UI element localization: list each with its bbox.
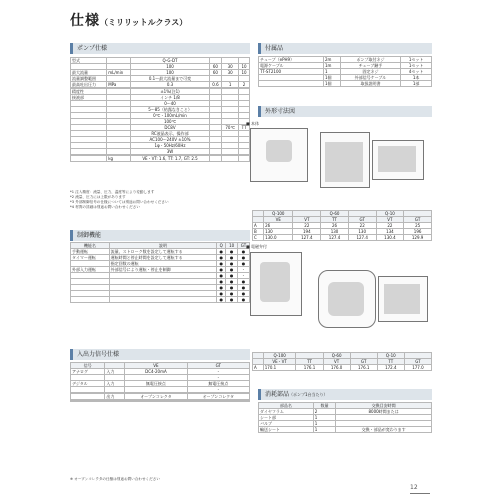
pump-cell: 60: [209, 64, 222, 70]
dim-b-cell: 176.1: [350, 365, 377, 371]
dim-a-cell: 130.4: [376, 235, 404, 241]
dim-b-head-cell: VT: [323, 359, 350, 365]
cons-cell: 1: [313, 421, 335, 427]
dim-b-head-cell: GT: [350, 359, 377, 365]
pump-cell: 1: [222, 82, 239, 88]
io-cell: -: [187, 387, 249, 393]
control-cell: ●: [226, 285, 238, 291]
acc-cell: チューブ（ePH9）: [259, 57, 324, 63]
pump-spec-heading: ポンプ仕様: [70, 43, 250, 54]
acc-cell: 1部: [401, 81, 432, 87]
control-cell: ●: [217, 249, 226, 255]
acc-cell: 1セット: [401, 57, 432, 63]
control-cell: ●: [237, 249, 249, 255]
pump-cell: mL/min: [107, 70, 131, 76]
cons-head-cell: 数量: [313, 403, 335, 409]
dim-b-row: [253, 365, 432, 371]
acc-cell: 1セット: [401, 63, 432, 69]
dim-a-head-cell: Q-60: [321, 211, 349, 217]
cons-cell: 8000時間または: [336, 409, 432, 415]
pump-cell: 100℃: [131, 119, 209, 125]
pump-note: *2 流量、圧力には上限があります: [70, 195, 126, 199]
dim-a-cell: 129.9: [404, 235, 432, 241]
control-cell: ●: [217, 291, 226, 297]
pump-cell: 0℃・100mL/min: [131, 113, 209, 119]
control-cell: 流量、ストローク数を設定して運転する: [109, 249, 216, 255]
pump-cell: 100: [131, 64, 209, 70]
valve-side-body: [328, 282, 364, 316]
io-cell: 無電圧接点: [187, 381, 249, 387]
cons-cell: シート部: [259, 415, 314, 421]
dim-b-head-cell: Q-100: [263, 353, 296, 359]
dim-a-head-cell: Q-10: [376, 211, 404, 217]
pump-spec-table: [70, 57, 250, 162]
acc-cell: 1: [323, 69, 340, 75]
consumables-heading-text: 消耗部品: [265, 391, 290, 398]
acc-cell: 取扱説明書: [340, 81, 401, 87]
dim-a-cell: 22: [348, 223, 376, 229]
dim-a-head-cell: GT: [404, 217, 432, 223]
cons-cell: 輸送シート: [259, 427, 314, 433]
control-cell: ●: [217, 285, 226, 291]
dims-label-b: ■ 電磁弁付: [246, 244, 268, 249]
pump-cell: RC液晶表示、操作部: [131, 131, 209, 137]
valve-rear-body: [384, 284, 420, 314]
dim-a-cell: 194: [293, 229, 321, 235]
pump-note: *3 外部制御信号の仕様については別途お問い合わせください: [70, 200, 169, 204]
cons-cell: 交換・部品が変わります: [336, 427, 432, 433]
cons-head-cell: 交換目安時間: [336, 403, 432, 409]
acc-cell: 1m: [323, 63, 340, 69]
accessories-heading: 付属品: [258, 43, 432, 54]
io-table: [70, 362, 250, 402]
acc-cell: 固定ネジ: [340, 69, 401, 75]
pump-cell: ±1%(注1): [131, 89, 209, 95]
pump-cell: MPa: [107, 82, 131, 88]
control-cell: タイマー運転: [71, 255, 110, 261]
cons-cell: バルブ: [259, 421, 314, 427]
dim-a-head-cell: VT: [293, 217, 321, 223]
dim-a-head-cell: Q-100: [264, 211, 293, 217]
pump-cell: AC100～240V ±10%: [131, 137, 209, 143]
cons-cell: 1: [313, 415, 335, 421]
control-cell: ●: [226, 291, 238, 297]
dim-a-cell: 134: [376, 229, 404, 235]
acc-cell: 1個: [323, 75, 340, 81]
cons-row: [259, 427, 432, 433]
control-cell: ●: [217, 279, 226, 285]
acc-row: [259, 81, 432, 87]
control-cell: 外部信号により運転・停止を制御: [109, 267, 216, 273]
dim-a-cell: 130: [321, 229, 349, 235]
control-heading: 制御機能: [70, 230, 250, 241]
dim-a-cell: 25: [404, 223, 432, 229]
acc-cell: 4セット: [401, 69, 432, 75]
acc-cell: 1本: [401, 75, 432, 81]
acc-cell: [259, 81, 324, 87]
io-cell: オープンコレクタ: [125, 394, 187, 400]
io-cell: 出力: [105, 394, 125, 400]
io-cell: デジタル: [71, 381, 105, 387]
pump-cell: 30: [222, 70, 239, 76]
dim-a-head-cell: VT: [376, 217, 404, 223]
io-head-cell: VE: [125, 363, 187, 369]
control-head-cell: Q: [217, 243, 226, 249]
accessories-table: [258, 56, 432, 87]
control-cell: ●: [237, 255, 249, 261]
pump-cell: DC8V: [131, 125, 209, 131]
control-head-cell: GT: [237, 243, 249, 249]
pump-cell: [209, 156, 222, 162]
cons-cell: 1: [313, 427, 335, 433]
dim-a-cell: 196: [404, 229, 432, 235]
dim-b-cell: 170.1: [263, 365, 296, 371]
control-cell: -: [237, 267, 249, 273]
dim-a-cell: 26: [264, 223, 293, 229]
control-cell: ●: [237, 261, 249, 267]
control-head-cell: 10: [226, 243, 238, 249]
control-cell: ●: [226, 249, 238, 255]
control-cell: ●: [217, 267, 226, 273]
pump-row: [71, 156, 250, 162]
dim-a-cell: B: [253, 229, 264, 235]
pump-cell: [71, 156, 107, 162]
control-cell: ●: [237, 279, 249, 285]
cons-cell: ダイヤフラム: [259, 409, 314, 415]
pump-cell: 3W: [131, 149, 209, 155]
pump-cell: 精度性: [71, 89, 107, 95]
dim-a-cell: 127.4: [348, 235, 376, 241]
acc-cell: 電源ケーブル: [259, 63, 324, 69]
control-cell: ●: [226, 279, 238, 285]
control-cell: ●: [226, 273, 238, 279]
control-cell: ●: [226, 267, 238, 273]
acc-cell: チューブ継手: [340, 63, 401, 69]
pump-notes: [70, 190, 250, 210]
control-cell: ●: [217, 255, 226, 261]
io-cell: [105, 401, 125, 402]
pump-cell: [239, 156, 250, 162]
page-number-rule: [410, 493, 430, 494]
control-cell: [71, 297, 110, 303]
pump-cell: 2: [239, 82, 250, 88]
io-head-cell: GT: [187, 363, 249, 369]
dim-a-head-cell: GT: [348, 217, 376, 223]
pump-cell: 10: [239, 64, 250, 70]
pump-cell: 30: [222, 64, 239, 70]
acc-cell: 1個: [323, 81, 340, 87]
io-cell: アナログ: [71, 369, 105, 375]
io-cell: 無電圧接点: [125, 381, 187, 387]
io-cell: [71, 401, 105, 402]
title-sub: （ミリリットルクラス）: [100, 18, 188, 27]
pump-rear-body: [378, 146, 416, 172]
control-cell: ●: [237, 297, 249, 303]
io-cell: [125, 401, 187, 402]
dim-a-cell: 130: [348, 229, 376, 235]
io-cell: オープンコレクタ: [187, 394, 249, 400]
pump-cell: Q-G-DT: [131, 58, 209, 64]
control-cell: 外部入力運転: [71, 267, 110, 273]
valve-front-body: [260, 262, 290, 302]
control-cell: 運転時間と停止時間を設定して運転する: [109, 255, 216, 261]
io-note: ※ オープンコレクタの仕様は別途お問い合わせください: [70, 477, 160, 481]
dim-a-cell: C: [253, 235, 264, 241]
pump-cell: 1φ・50Hz/60Hz: [131, 143, 209, 149]
io-cell: 入力: [105, 381, 125, 387]
dim-a-cell: 127.4: [293, 235, 321, 241]
io-cell: -: [187, 375, 249, 381]
pump-cell: 型式: [71, 58, 107, 64]
dim-a-cell: 127.4: [321, 235, 349, 241]
acc-cell: ポンプ取付ネジ: [340, 57, 401, 63]
control-table: [70, 242, 250, 303]
pump-cell: 10: [239, 70, 250, 76]
control-cell: -: [237, 273, 249, 279]
dims-heading: 外形寸法図: [258, 106, 432, 117]
pump-cell: 接液部: [71, 95, 107, 101]
dim-b-head-cell: TT: [377, 359, 404, 365]
dim-b-head-cell: VE・VT: [263, 359, 296, 365]
pump-cell: 0.3: [131, 82, 209, 88]
pump-cell: 100: [131, 70, 209, 76]
control-cell: ●: [217, 297, 226, 303]
pump-note: *4 材質の詳細は別途お問い合わせください: [70, 205, 140, 209]
pump-cell: [222, 156, 239, 162]
control-cell: ●: [237, 285, 249, 291]
dims-table-a: [252, 210, 432, 241]
io-row: [71, 401, 250, 402]
pump-cell: インチ 1/8: [131, 95, 209, 101]
pump-cell: VE・VT: 1.6, TT: 1.7, GT: 2.5: [131, 156, 209, 162]
io-cell: -: [187, 369, 249, 375]
acc-cell: 2m: [323, 57, 340, 63]
dim-a-cell: A: [253, 223, 264, 229]
dim-b-head-cell: TT: [296, 359, 323, 365]
pump-cell: 0.6: [209, 82, 222, 88]
dim-b-head-cell: Q-10: [377, 353, 404, 359]
consumables-table: [258, 402, 432, 433]
consumables-heading-note: （ポンプ1台当たり）: [289, 392, 328, 397]
control-cell: ●: [237, 291, 249, 297]
pump-cell: 0～40: [131, 101, 209, 107]
io-heading: 入出力信号仕様: [70, 349, 250, 360]
dim-b-cell: 176.0: [323, 365, 350, 371]
dims-label-a: ■ 本体: [246, 121, 260, 126]
dim-b-cell: 176.1: [296, 365, 323, 371]
control-head-cell: 機能名: [71, 243, 110, 249]
control-cell: [109, 297, 216, 303]
io-cell: [187, 401, 249, 402]
pump-cell: 70℃: [222, 125, 239, 131]
pump-note: *1 注入精度：流量、圧力、温度等により変動します: [70, 190, 155, 194]
control-cell: ●: [217, 273, 226, 279]
acc-cell: 外部信号ケーブル: [340, 75, 401, 81]
control-cell: 手動運転: [71, 249, 110, 255]
pump-cell: 60: [209, 70, 222, 76]
page-title: [70, 10, 187, 30]
dim-b-head-cell: GT: [404, 359, 431, 365]
dim-a-head-cell: TT: [321, 217, 349, 223]
dim-b-head-cell: Q-60: [323, 353, 350, 359]
dim-a-row: [253, 235, 432, 241]
dim-a-cell: 26: [321, 223, 349, 229]
pump-cell: 流量調整範囲: [71, 76, 107, 82]
control-cell: ●: [226, 261, 238, 267]
dim-a-cell: 22: [376, 223, 404, 229]
pump-front-body: [266, 140, 292, 162]
acc-cell: TT-ST2100: [259, 69, 324, 75]
title-main: 仕様: [70, 13, 100, 29]
io-head-cell: 信号: [71, 363, 105, 369]
cons-head-cell: 部品名: [259, 403, 314, 409]
pump-cell: kg: [107, 156, 131, 162]
control-row: [71, 297, 250, 303]
dim-a-head-cell: VE: [264, 217, 293, 223]
pump-cell: TT: [239, 125, 250, 131]
pump-cell: 5～85（結露なきこと）: [131, 107, 209, 113]
io-cell: DC4-20mA: [125, 369, 187, 375]
dim-b-cell: 177.0: [404, 365, 431, 371]
pump-cell: 最高吐出圧力: [71, 82, 107, 88]
dim-b-cell: A: [253, 365, 264, 371]
control-cell: 指定回数の運転: [109, 261, 216, 267]
dim-a-cell: 22: [293, 223, 321, 229]
dim-a-cell: 130: [264, 229, 293, 235]
control-cell: ●: [217, 261, 226, 267]
dims-table-b: [252, 352, 432, 371]
io-cell: 入力: [105, 369, 125, 375]
control-head-cell: 説明: [109, 243, 216, 249]
pump-cell: 最大流量: [71, 70, 107, 76]
pump-side-body: [325, 142, 363, 182]
dim-b-cell: 172.4: [377, 365, 404, 371]
dim-a-cell: 130.0: [264, 235, 293, 241]
pump-cell: 0.1～最大流量まで可変: [131, 76, 209, 82]
control-cell: ●: [226, 297, 238, 303]
control-cell: ●: [226, 255, 238, 261]
consumables-heading: [258, 389, 432, 400]
page-number: 12: [410, 484, 418, 491]
cons-cell: 2: [313, 409, 335, 415]
